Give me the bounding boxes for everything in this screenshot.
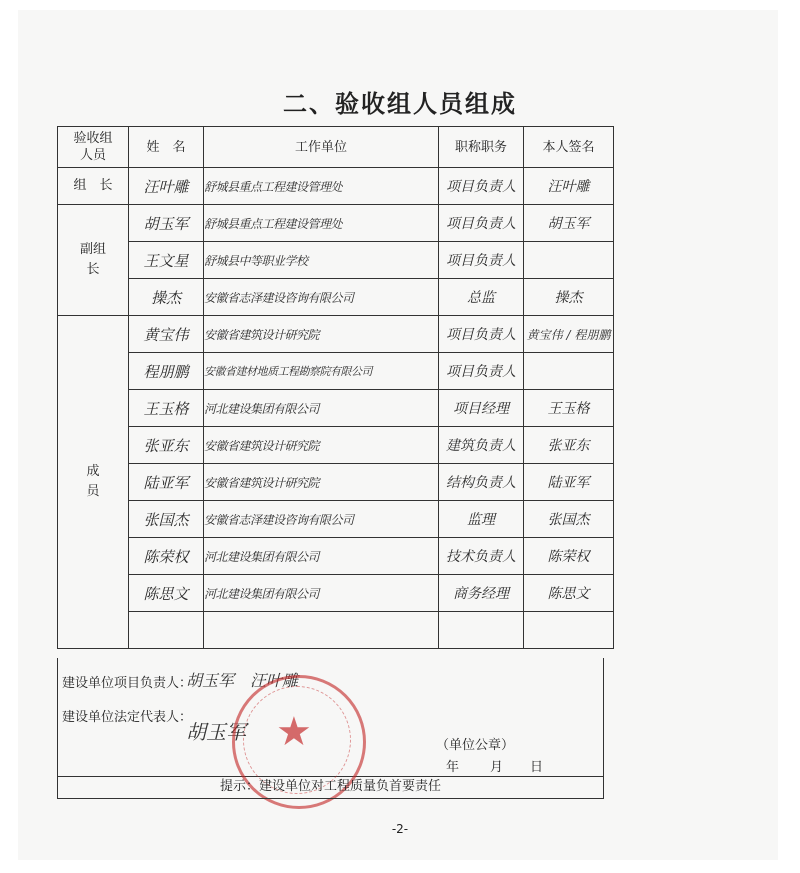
member-unit: 河北建设集团有限公司 xyxy=(204,390,439,427)
member-position: 项目负责人 xyxy=(439,353,524,390)
member-unit: 安徽省建筑设计研究院 xyxy=(204,427,439,464)
member-signature: 汪叶雕 xyxy=(524,168,614,205)
member-position: 项目负责人 xyxy=(439,168,524,205)
member-unit: 安徽省志泽建设咨询有限公司 xyxy=(204,501,439,538)
date-month: 月 xyxy=(490,760,504,775)
member-position: 项目负责人 xyxy=(439,242,524,279)
member-name xyxy=(129,612,204,649)
member-name: 程朋鹏 xyxy=(129,353,204,390)
table-row xyxy=(58,538,614,575)
legal-rep-signature: 胡玉军 xyxy=(186,720,246,744)
member-name: 王玉格 xyxy=(129,390,204,427)
member-unit: 安徽省建材地质工程勘察院有限公司 xyxy=(204,353,439,390)
member-unit xyxy=(204,612,439,649)
table-row xyxy=(58,501,614,538)
page-title: 二、验收组人员组成 xyxy=(283,89,517,118)
member-unit: 安徽省建筑设计研究院 xyxy=(204,464,439,501)
member-position: 建筑负责人 xyxy=(439,427,524,464)
member-name: 胡玉军 xyxy=(129,205,204,242)
date-day: 日 xyxy=(530,760,544,775)
table-row xyxy=(58,316,614,353)
table-row xyxy=(58,205,614,242)
member-name: 汪叶雕 xyxy=(129,168,204,205)
page-number: -2- xyxy=(391,822,409,836)
category-deputy: 副组长 xyxy=(58,205,129,316)
member-unit: 舒城县重点工程建设管理处 xyxy=(204,168,439,205)
project-lead-label: 建设单位项目负责人： xyxy=(62,676,193,691)
table-row xyxy=(58,427,614,464)
category-members: 成 员 xyxy=(58,316,129,649)
seal-label: （单位公章） xyxy=(436,738,515,753)
member-position: 技术负责人 xyxy=(439,538,524,575)
member-signature: 陈思文 xyxy=(524,575,614,612)
member-position: 项目负责人 xyxy=(439,316,524,353)
table-row xyxy=(58,168,614,205)
member-signature: 胡玉军 xyxy=(524,205,614,242)
legal-rep-label: 建设单位法定代表人： xyxy=(62,710,193,725)
member-position: 监理 xyxy=(439,501,524,538)
member-position xyxy=(439,612,524,649)
member-signature: 张国杰 xyxy=(524,501,614,538)
member-signature: 黄宝伟 / 程朋鹏 xyxy=(524,316,614,353)
responsibility-hint: 提示：建设单位对工程质量负首要责任 xyxy=(57,776,604,799)
member-name: 操杰 xyxy=(129,279,204,316)
member-name: 黄宝伟 xyxy=(129,316,204,353)
member-signature xyxy=(524,353,614,390)
table-row xyxy=(58,390,614,427)
member-unit: 舒城县重点工程建设管理处 xyxy=(204,205,439,242)
table-header-row xyxy=(58,127,614,168)
member-unit: 河北建设集团有限公司 xyxy=(204,575,439,612)
table-row xyxy=(58,575,614,612)
member-name: 张国杰 xyxy=(129,501,204,538)
member-signature: 王玉格 xyxy=(524,390,614,427)
member-unit: 河北建设集团有限公司 xyxy=(204,538,439,575)
header-unit: 工作单位 xyxy=(204,127,439,168)
member-name: 王文星 xyxy=(129,242,204,279)
member-unit: 安徽省建筑设计研究院 xyxy=(204,316,439,353)
member-position: 项目负责人 xyxy=(439,205,524,242)
member-position: 项目经理 xyxy=(439,390,524,427)
table-row xyxy=(58,464,614,501)
project-lead-signature: 胡玉军 汪叶雕 xyxy=(186,671,299,690)
member-name: 陈思文 xyxy=(129,575,204,612)
header-position: 职称职务 xyxy=(439,127,524,168)
member-signature: 操杰 xyxy=(524,279,614,316)
header-name: 姓 名 xyxy=(129,127,204,168)
member-name: 陆亚军 xyxy=(129,464,204,501)
category-leader: 组 长 xyxy=(58,168,129,205)
member-unit: 安徽省志泽建设咨询有限公司 xyxy=(204,279,439,316)
table-row xyxy=(58,612,614,649)
header-signature: 本人签名 xyxy=(524,127,614,168)
star-icon: ★ xyxy=(276,709,312,755)
member-signature xyxy=(524,612,614,649)
member-unit: 舒城县中等职业学校 xyxy=(204,242,439,279)
member-name: 陈荣权 xyxy=(129,538,204,575)
member-position: 结构负责人 xyxy=(439,464,524,501)
member-name: 张亚东 xyxy=(129,427,204,464)
member-position: 商务经理 xyxy=(439,575,524,612)
header-role: 验收组人员 xyxy=(58,127,129,168)
member-position: 总监 xyxy=(439,279,524,316)
member-signature xyxy=(524,242,614,279)
table-row xyxy=(58,353,614,390)
table-row xyxy=(58,279,614,316)
member-signature: 张亚东 xyxy=(524,427,614,464)
member-signature: 陈荣权 xyxy=(524,538,614,575)
table-row xyxy=(58,242,614,279)
inspection-team-table xyxy=(57,126,614,649)
date-year: 年 xyxy=(446,760,460,775)
member-signature: 陆亚军 xyxy=(524,464,614,501)
